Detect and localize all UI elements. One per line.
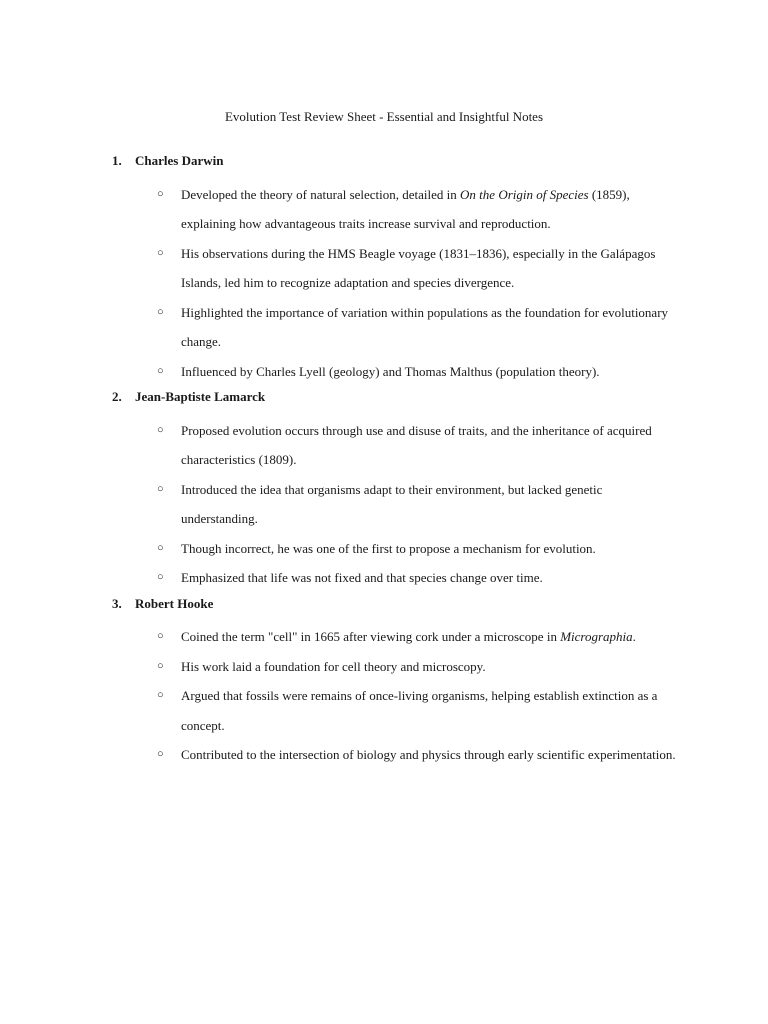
hollow-circle-bullet-icon: ○ xyxy=(157,364,164,377)
hollow-circle-bullet-icon: ○ xyxy=(157,659,164,672)
section-darwin xyxy=(0,150,768,386)
hollow-circle-bullet-icon: ○ xyxy=(157,571,164,583)
section-name: Jean-Baptiste Lamarck xyxy=(135,389,266,404)
list-item xyxy=(0,475,768,534)
section-name: Robert Hooke xyxy=(135,595,214,611)
book-title: On the Origin of Species xyxy=(460,186,589,202)
bullet-text: His work laid a foundation for cell theory and microscopy. xyxy=(181,658,486,674)
bullet-text: Coined the term "cell" in 1665 after viewing cork under a microscope in Micrographia. xyxy=(181,629,636,644)
hollow-circle-bullet-icon: ○ xyxy=(157,423,164,436)
hollow-circle-bullet-icon: ○ xyxy=(157,630,164,642)
bullet-text: Emphasized that life was not fixed and that species change over time. xyxy=(181,570,543,585)
bullet-text: Developed the theory of natural selection, detailed in On the Origin of Species (1859), explaining how advantageous traits increase survival and reproduction. xyxy=(181,186,630,231)
hollow-circle-bullet-icon: ○ xyxy=(157,541,164,554)
list-item xyxy=(0,298,768,357)
hollow-circle-bullet-icon: ○ xyxy=(157,689,164,701)
book-title: Micrographia xyxy=(560,629,633,644)
bullet-text: Introduced the idea that organisms adapt to their environment, but lacked genetic understanding. xyxy=(181,481,603,526)
bullet-text: Proposed evolution occurs through use and disuse of traits, and the inheritance of acquired characteristics (1809). xyxy=(181,422,652,467)
section-heading xyxy=(0,150,768,180)
section-list xyxy=(0,150,768,770)
list-item xyxy=(0,622,768,652)
list-item xyxy=(0,740,768,770)
section-heading xyxy=(0,386,768,416)
section-lamarck xyxy=(0,386,768,593)
page-title: Evolution Test Review Sheet - Essential and Insightful Notes xyxy=(224,109,544,124)
list-item xyxy=(0,563,768,593)
list-item xyxy=(0,239,768,298)
bullet-text: Highlighted the importance of variation within populations as the foundation for evolutionary change. xyxy=(181,304,669,349)
bullet-text: His observations during the HMS Beagle voyage (1831–1836), especially in the Galápagos Islands, led him to recognize adaptation and species divergence. xyxy=(181,245,656,290)
section-heading xyxy=(0,593,768,623)
hollow-circle-bullet-icon: ○ xyxy=(157,246,164,259)
section-hooke xyxy=(0,593,768,770)
bullet-text: Influenced by Charles Lyell (geology) and Thomas Malthus (population theory). xyxy=(181,363,600,379)
bullet-text: Though incorrect, he was one of the first to propose a mechanism for evolution. xyxy=(181,540,596,556)
hollow-circle-bullet-icon: ○ xyxy=(157,305,164,318)
bullet-text: Argued that fossils were remains of once-living organisms, helping establish extinction as a concept. xyxy=(181,688,658,733)
list-item xyxy=(0,534,768,564)
hollow-circle-bullet-icon: ○ xyxy=(157,482,164,495)
section-number: 2. xyxy=(112,389,122,404)
list-item xyxy=(0,652,768,682)
section-name: Charles Darwin xyxy=(135,153,224,168)
section-number: 3. xyxy=(112,595,122,611)
hollow-circle-bullet-icon: ○ xyxy=(157,748,164,760)
list-item xyxy=(0,357,768,387)
hollow-circle-bullet-icon: ○ xyxy=(157,187,164,200)
list-item xyxy=(0,416,768,475)
list-item xyxy=(0,180,768,239)
section-number: 1. xyxy=(112,153,122,168)
bullet-text: Contributed to the intersection of biology and physics through early scientific experimentation. xyxy=(181,747,676,762)
list-item xyxy=(0,681,768,740)
